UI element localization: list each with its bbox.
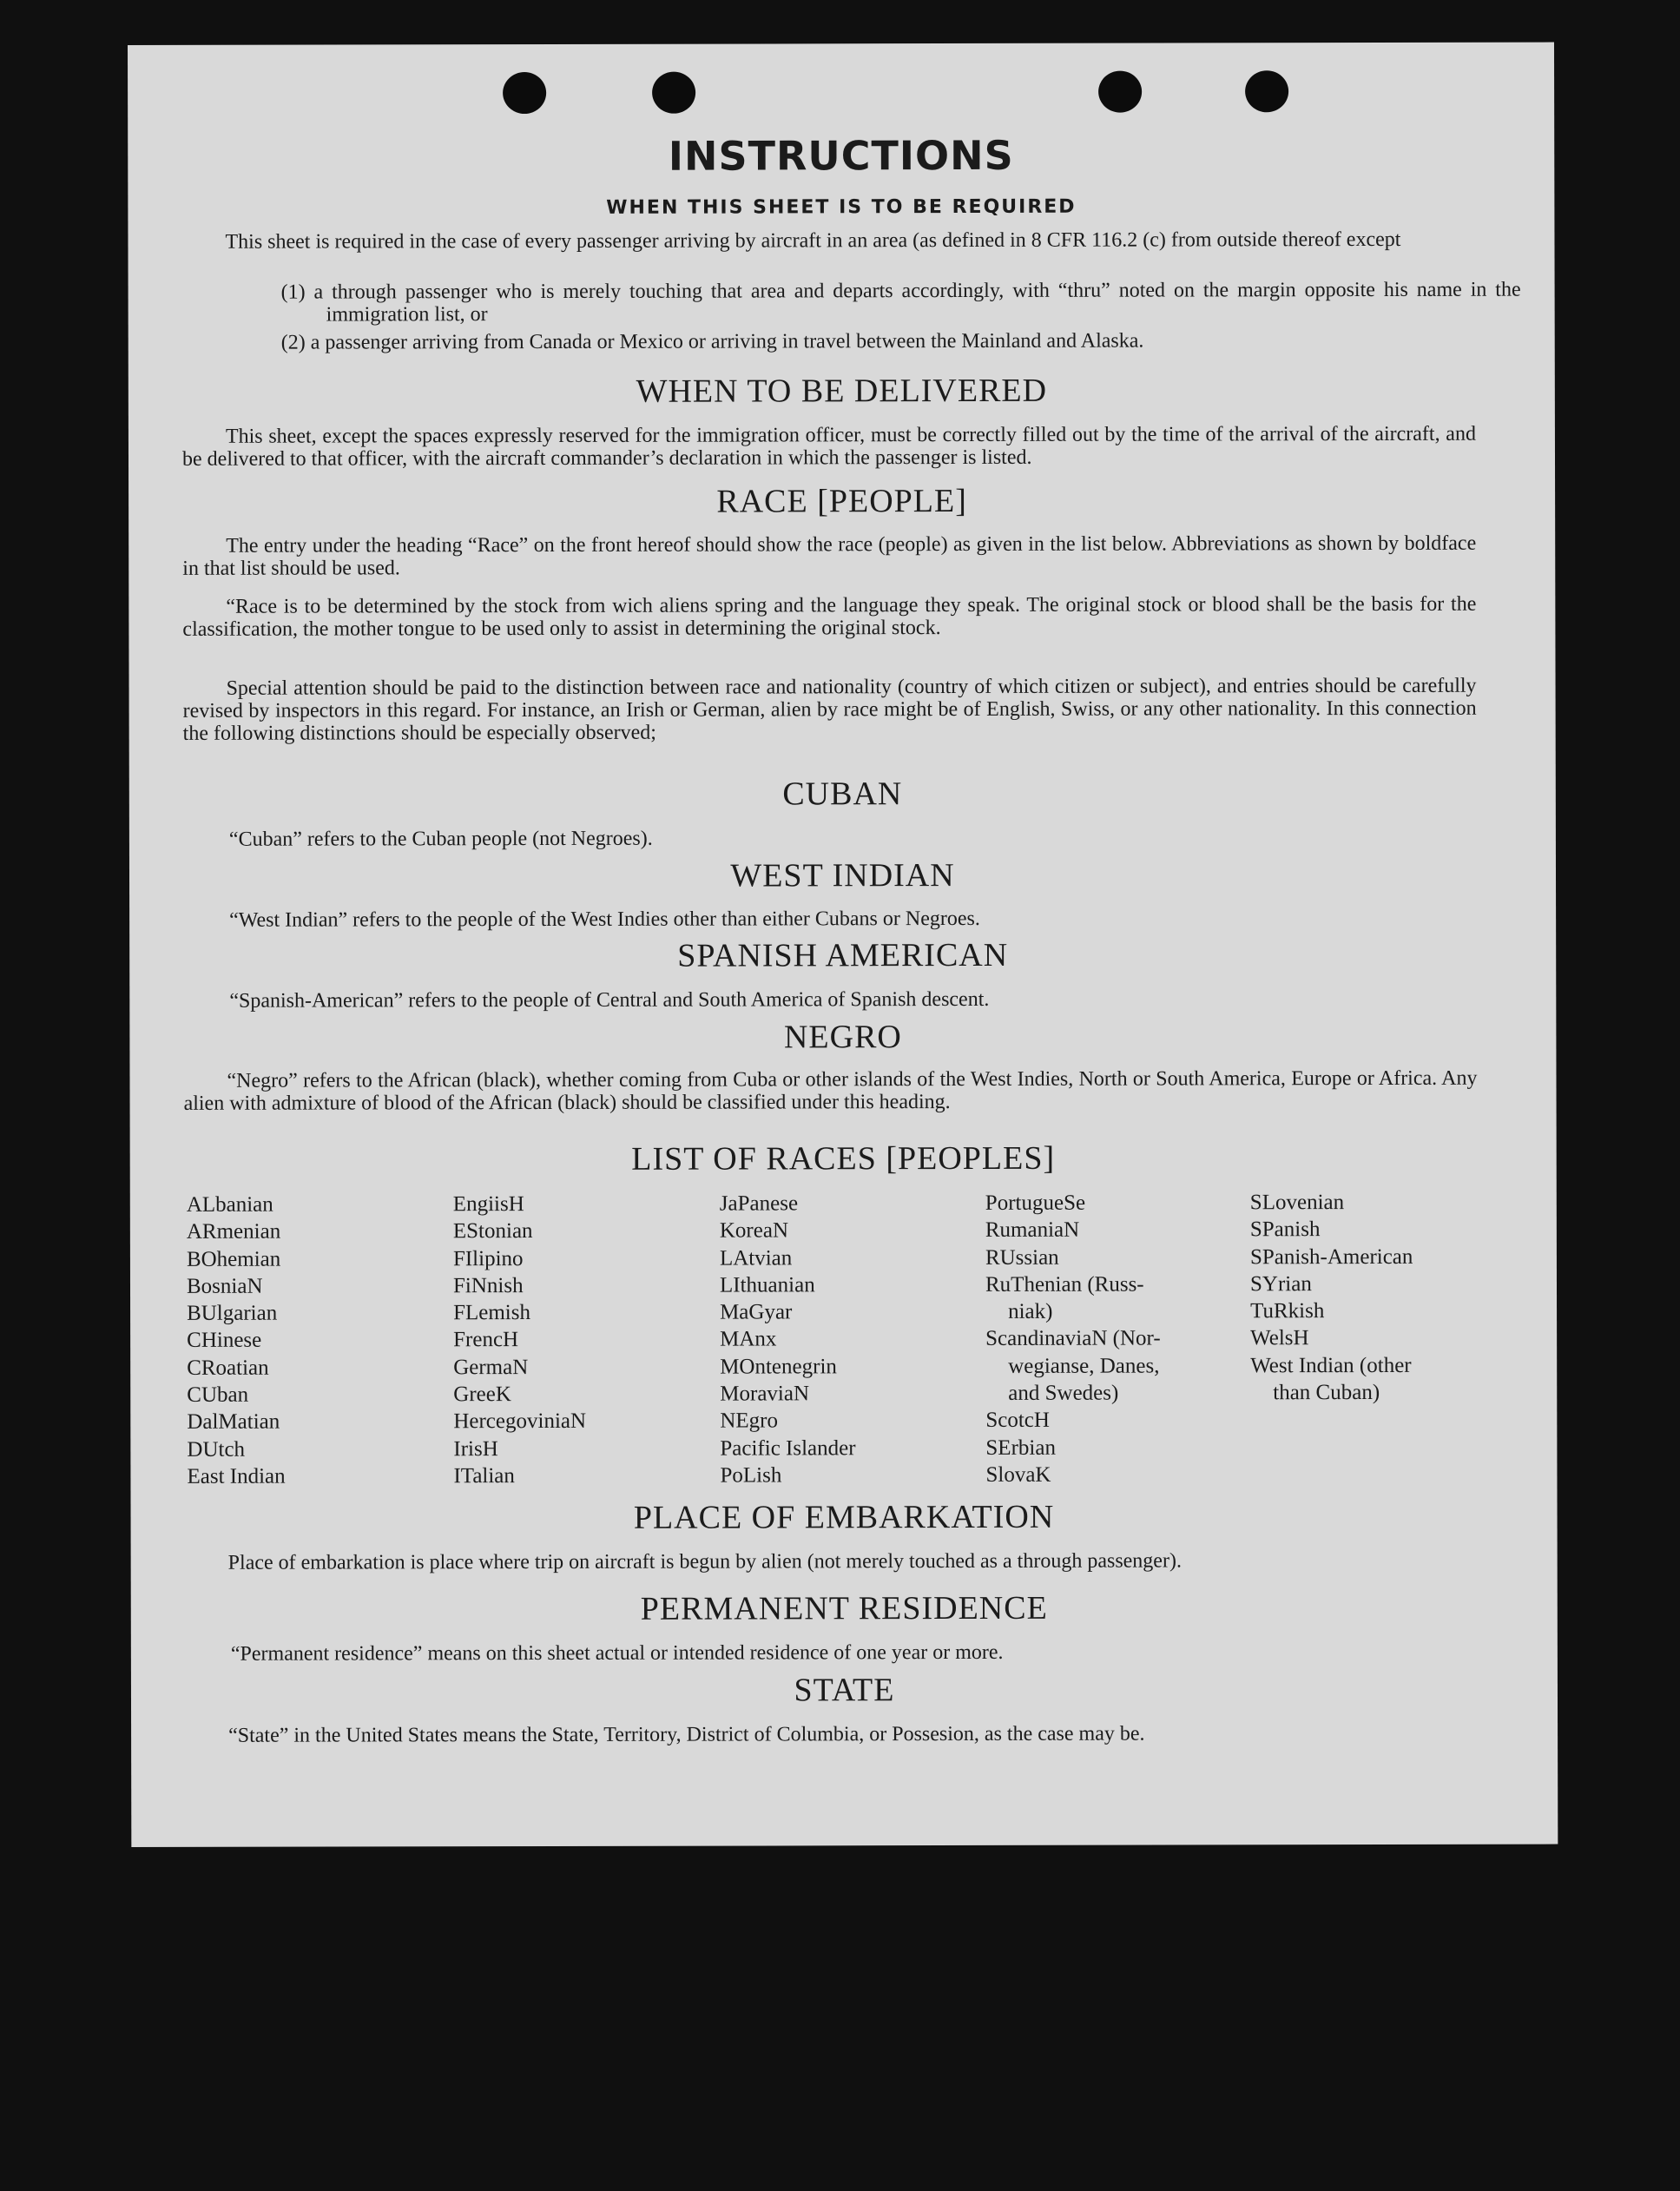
- state-definition: “State” in the United States means the State, Territory, District of Columbia, or Possesion, as the case may be.: [228, 1722, 1145, 1747]
- race-entry: ScandinaviaN (Nor-: [985, 1326, 1161, 1351]
- section-heading-negro: NEGRO: [783, 1019, 902, 1056]
- race-entry: MOntenegrin: [720, 1355, 837, 1379]
- race-entry: FiNnish: [452, 1273, 524, 1298]
- race-entry: GreeK: [453, 1383, 511, 1407]
- race-entry: GermaN: [453, 1355, 529, 1379]
- residence-definition: “Permanent residence” means on this sheet actual or intended residence of one year or more.: [230, 1640, 1004, 1666]
- punch-hole: [503, 72, 546, 114]
- intro-paragraph: This sheet is required in the case of every passenger arriving by aircraft in an area (as defined in 8 CFR 116.2 (c) from outside thereof except: [225, 228, 1401, 254]
- punch-hole: [652, 72, 695, 114]
- race-entry: DUtch: [187, 1437, 246, 1462]
- page-title: INSTRUCTIONS: [668, 131, 1014, 180]
- embarkation-definition: Place of embarkation is place where trip on aircraft is begun by alien (not merely touched as a through passenger).: [227, 1549, 1182, 1574]
- race-entry: EngiisH: [452, 1192, 524, 1217]
- punch-hole: [1245, 70, 1288, 112]
- race-entry: NEgro: [720, 1409, 779, 1433]
- race-entry: LIthuanian: [719, 1273, 815, 1297]
- race-entry: ALbanian: [186, 1192, 273, 1217]
- page-subtitle: WHEN THIS SHEET IS TO BE REQUIRED: [606, 195, 1077, 219]
- race-entry: ARmenian: [186, 1219, 281, 1244]
- punch-hole: [1098, 71, 1142, 113]
- race-entry: West Indian (other: [1250, 1353, 1412, 1378]
- race-entry: ScotcH: [985, 1409, 1050, 1433]
- race-entry: FIlipino: [452, 1246, 524, 1270]
- race-entry: FLemish: [453, 1301, 530, 1325]
- section-heading-delivered: WHEN TO BE DELIVERED: [636, 372, 1048, 410]
- race-entry: SlovaK: [985, 1462, 1051, 1487]
- race-entry: EStonian: [452, 1219, 533, 1244]
- cuban-definition: “Cuban” refers to the Cuban people (not Negroes).: [228, 827, 653, 851]
- section-heading-list-of-races: LIST OF RACES [PEOPLES]: [631, 1139, 1056, 1178]
- race-entry: ITalian: [453, 1464, 515, 1488]
- race-entry: BUlgarian: [187, 1301, 278, 1326]
- race-entry: FrencH: [453, 1328, 519, 1352]
- race-entry-continued: and Swedes): [1008, 1381, 1119, 1405]
- section-heading-cuban: CUBAN: [782, 775, 903, 813]
- race-entry: SErbian: [985, 1435, 1056, 1460]
- race-entry: CRoatian: [187, 1356, 269, 1380]
- race-entry: PoLish: [720, 1463, 782, 1488]
- west-indian-definition: “West Indian” refers to the people of the West Indies other than either Cubans or Negroes.: [229, 907, 980, 932]
- section-heading-race: RACE [PEOPLE]: [716, 482, 967, 520]
- race-entry: SPanish-American: [1249, 1244, 1413, 1269]
- exception-item: (1) a through passenger who is merely touching that area and departs accordingly, with “thru” noted on the margin opposite his name in the immigration list, or: [280, 278, 1521, 327]
- race-entry: BosniaN: [186, 1274, 263, 1298]
- race-entry: MAnx: [720, 1327, 777, 1352]
- race-entry: JaPanese: [719, 1191, 799, 1216]
- race-entry: MoraviaN: [720, 1382, 810, 1406]
- race-entry-continued: than Cuban): [1273, 1381, 1380, 1405]
- race-entry: SLovenian: [1249, 1191, 1345, 1215]
- race-list-column: [1250, 1189, 1413, 1407]
- delivered-paragraph: This sheet, except the spaces expressly reserved for the immigration officer, must be correctly filled out by the time of the arrival of the aircraft, and be delivered to that officer, with the aircraft commander’s declaration in which the passenger is listed.: [181, 422, 1476, 471]
- race-entry: LAtvian: [719, 1245, 793, 1270]
- instruction-sheet: [128, 43, 1558, 1847]
- section-heading-embarkation: PLACE OF EMBARKATION: [633, 1498, 1055, 1536]
- race-list-column: [187, 1191, 286, 1491]
- race-paragraph-2: “Race is to be determined by the stock from wich aliens spring and the language they speak. The original stock or blood shall be the basis for the classification, the mother tongue to be used only to assist in determining the original stock.: [182, 592, 1477, 641]
- race-list-column: [453, 1191, 586, 1490]
- race-entry: CHinese: [187, 1329, 262, 1353]
- race-entry: IrisH: [453, 1436, 498, 1461]
- race-paragraph-1: The entry under the heading “Race” on the front hereof should show the race (people) as given in the list below. Abbreviations as shown by boldface in that list should be used.: [182, 531, 1477, 580]
- negro-definition: “Negro” refers to the African (black), whether coming from Cuba or other islands of the West Indies, North or South America, Europe or Africa. Any alien with admixture of blood of the African (black) should be classified under this heading.: [183, 1066, 1478, 1115]
- race-entry: WelsH: [1250, 1326, 1309, 1350]
- section-heading-state: STATE: [794, 1672, 895, 1709]
- race-entry: SYrian: [1249, 1272, 1312, 1297]
- section-heading-residence: PERMANENT RESIDENCE: [640, 1589, 1048, 1627]
- race-entry: BOhemian: [186, 1247, 281, 1271]
- race-entry: Pacific Islander: [720, 1435, 856, 1461]
- race-entry: TuRkish: [1250, 1299, 1325, 1323]
- race-entry: DalMatian: [187, 1410, 280, 1435]
- race-entry-continued: wegianse, Danes,: [1008, 1354, 1160, 1378]
- race-entry: MaGyar: [720, 1300, 793, 1324]
- race-list-column: [720, 1190, 856, 1489]
- race-paragraph-3: Special attention should be paid to the distinction between race and nationality (country of which citizen or subject), and entries should be carefully revised by inspectors in this regard. For instance, an Irish or German, alien by race might be of English, Swiss, or any other nationality. In this connection the following distinctions should be especially observed;: [182, 674, 1477, 745]
- race-entry: CUban: [187, 1383, 249, 1407]
- race-entry: SPanish: [1249, 1218, 1321, 1242]
- race-entry: PortugueSe: [985, 1191, 1086, 1215]
- section-heading-spanish-american: SPANISH AMERICAN: [677, 936, 1009, 974]
- race-entry: RuThenian (Russ-: [985, 1272, 1144, 1297]
- race-list-column: [985, 1190, 1161, 1489]
- section-heading-west-indian: WEST INDIAN: [730, 857, 955, 894]
- race-entry: RumaniaN: [985, 1218, 1080, 1243]
- race-entry: KoreaN: [719, 1218, 789, 1243]
- exception-item: (2) a passenger arriving from Canada or Mexico or arriving in travel between the Mainland and Alaska.: [280, 329, 1144, 354]
- race-entry-continued: niak): [1008, 1299, 1053, 1324]
- spanish-american-definition: “Spanish-American” refers to the people of Central and South America of Spanish descent.: [229, 987, 990, 1013]
- race-entry: HercegoviniaN: [453, 1409, 587, 1434]
- race-entry: RUssian: [985, 1245, 1059, 1270]
- race-entry: East Indian: [187, 1464, 286, 1488]
